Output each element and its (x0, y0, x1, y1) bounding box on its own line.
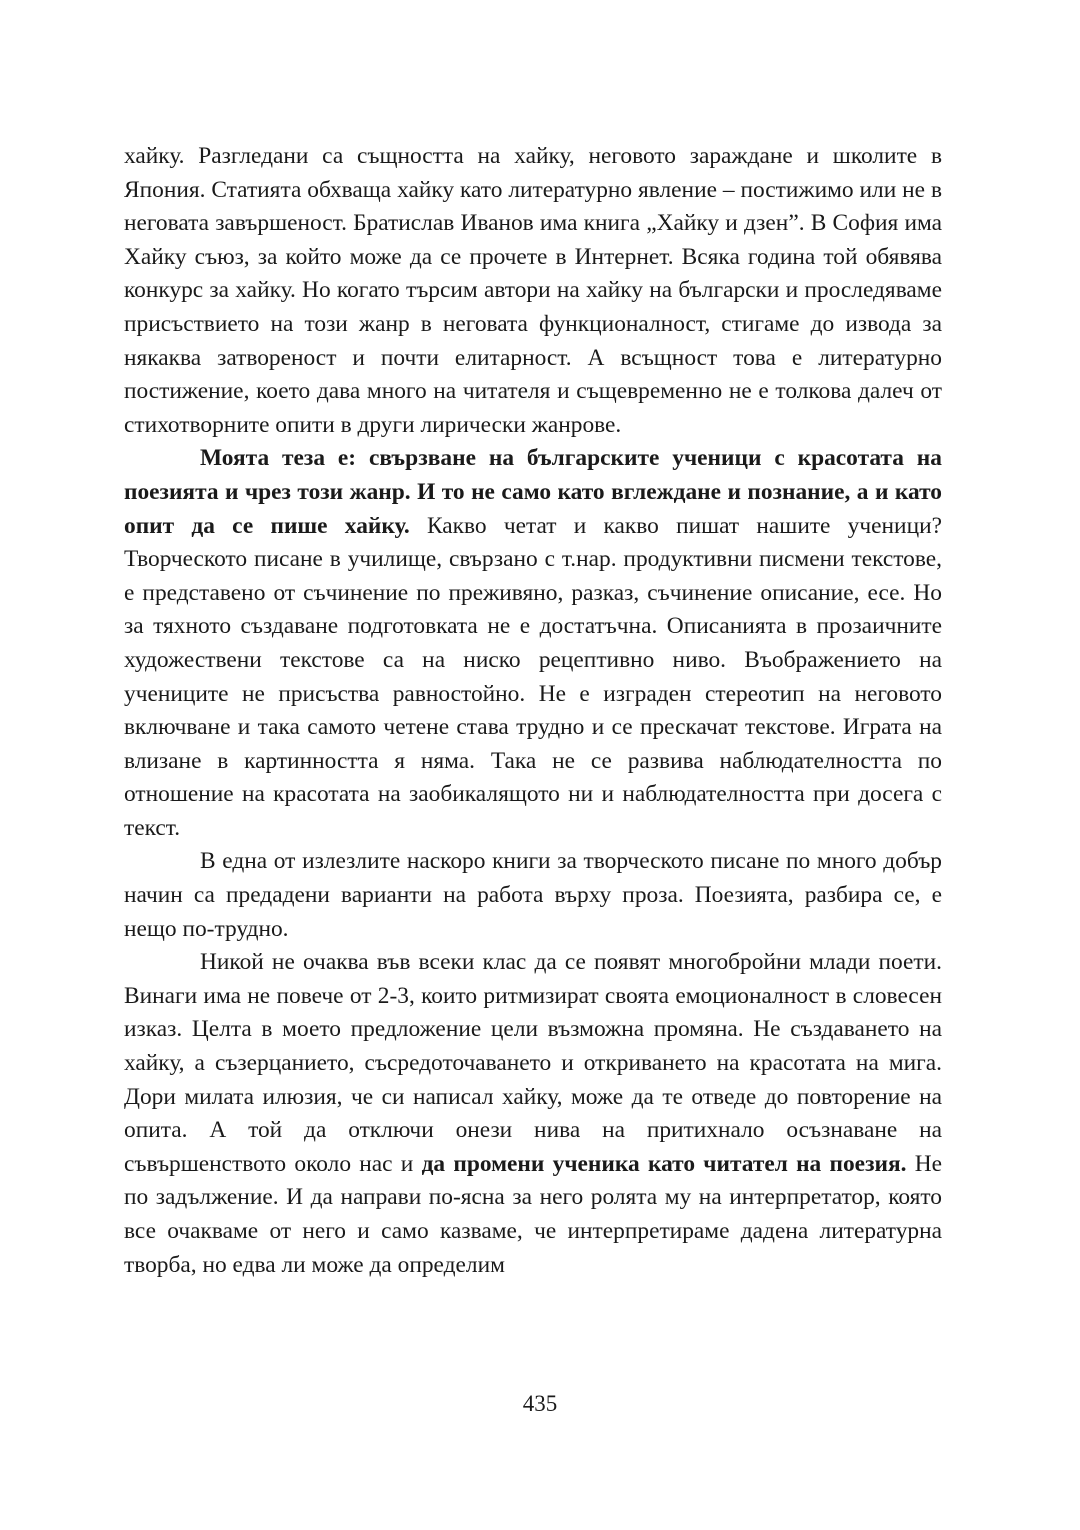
paragraph-1 (124, 140, 942, 442)
paragraph-4-text-end: Не по задължение. И да направи по-ясна за него ролята му на интерпретатор, която все очакваме от него и само казваме, че интерпретираме дадена литературна творба, но едва ли може да определим (124, 1150, 942, 1278)
paragraph-4-text-start: Никой не очаква във всеки клас да се появят многобройни млади поети. Винаги има не повече от 2-3, които ритмизират своята емоционалност в словесен изказ. Целта в моето предложение цели възможна промяна. Не създаването на хайку, а съзерцанието, съсредоточаването и откриването на красотата на мига. Дори милата илюзия, че си написал хайку, може да те отведе до повторение на опита. А той да отключи онези нива на притихнало осъзнаване на съвършенството около нас и (124, 949, 942, 1177)
paragraph-4-emphasis-bold: да промени ученика като читател на поезия. (421, 1150, 907, 1177)
paragraph-2-text: Какво четат и какво пишат нашите ученици? Творческото писане в училище, свързано с т.нар. продуктивни писмени текстове, е представено от съчинение по преживяно, разказ, съчинение описание, есе. Но за тяхното създаване подготовката не е достатъчна. Описанията в прозаичните художествени текстове са на ниско рецептивно ниво. Въображението на учениците не присъства равностойно. Не е изграден стереотип на неговото включване и така самото четене става трудно и се прескачат текстове. Играта на влизане в картинността я няма. Така не се развива наблюдателността по отношение на красотата на заобикалящото ни и наблюдателността при досега с текст. (124, 512, 942, 841)
paragraph-2-thesis-bold: Моята теза е: свързване на българските ученици с красотата на поезията и чрез този жанр. И то не само като вглеждане и познание, а и като опит да се пише хайку. (124, 445, 942, 539)
paragraph-3-text: В една от излезлите наскоро книги за творческото писане по много добър начин са предадени варианти на работа върху проза. Поезията, разбира се, е нещо по-трудно. (124, 848, 942, 942)
paragraph-4 (124, 946, 942, 1282)
paragraph-3 (124, 845, 942, 946)
paragraph-1-text: хайку. Разгледани са същността на хайку, неговото зараждане и школите в Япония. Статията обхваща хайку като литературно явление – постижимо или не в неговата завършеност. Братислав Иванов има книга „Хайку и дзен”. В София има Хайку съюз, за който може да се прочете в Интернет. Всяка година той обявява конкурс за хайку. Но когато търсим автори на хайку на български и проследяваме присъствието на този жанр в неговата функционалност, стигаме до извода за някаква затвореност и почти елитарност. А всъщност това е литературно постижение, което дава много на читателя и същевременно не е толкова далеч от стихотворните опити в други лирически жанрове. (124, 143, 942, 438)
paragraph-2 (124, 442, 942, 845)
page-number: 435 (522, 1391, 558, 1416)
body-text (124, 140, 942, 1282)
